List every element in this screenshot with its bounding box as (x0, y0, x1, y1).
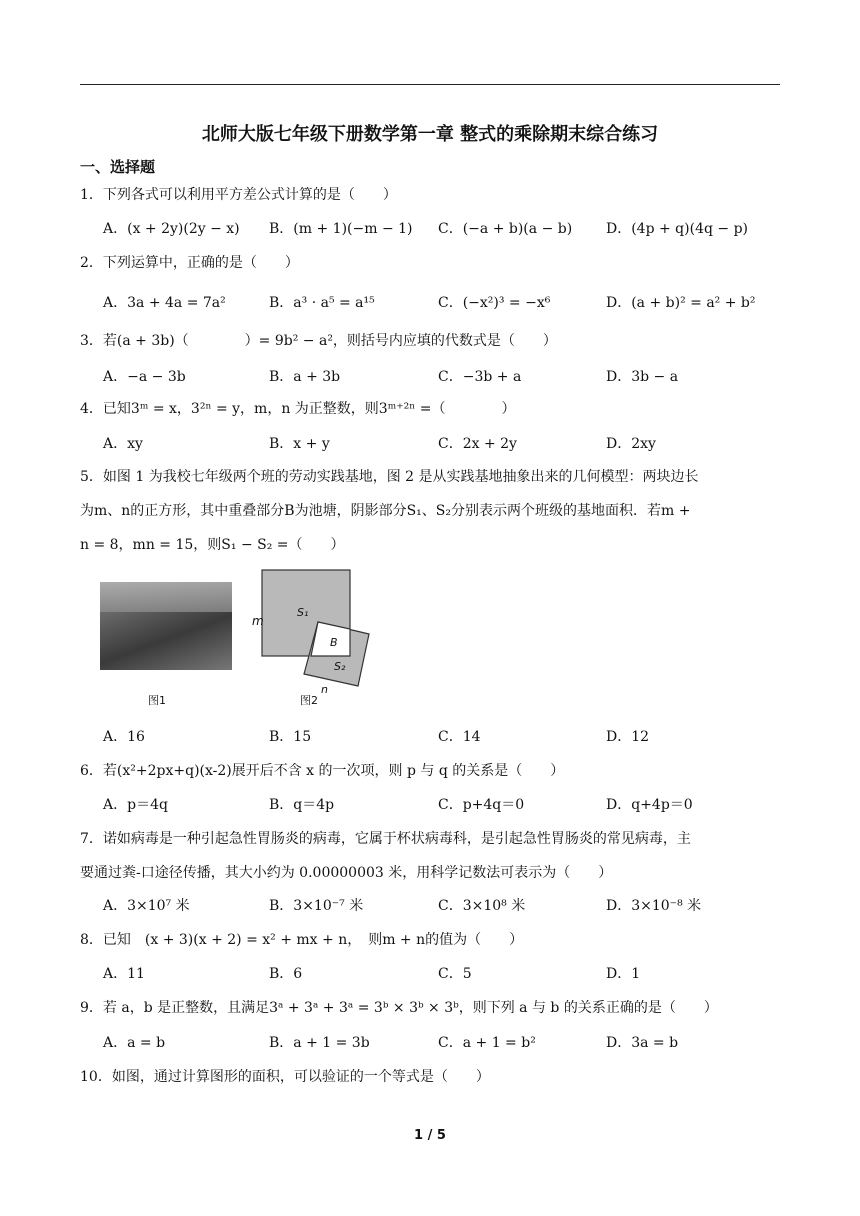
option-c[interactable]: C．p+4q＝0 (438, 797, 525, 813)
label-m: m (252, 614, 264, 628)
option-c[interactable]: C．−3b + a (438, 369, 522, 385)
option-a[interactable]: A．xy (103, 436, 143, 452)
question-5-stem-line-1: 5．如图 1 为我校七年级两个班的劳动实践基地，图 2 是从实践基地抽象出来的几何模型：两块边长 (80, 469, 699, 485)
option-b[interactable]: B．(m + 1)(−m − 1) (269, 221, 413, 237)
label-n: n (321, 683, 328, 696)
question-10-stem: 10．如图，通过计算图形的面积，可以验证的一个等式是（ ） (80, 1069, 490, 1085)
option-a[interactable]: A．−a − 3b (103, 369, 186, 385)
option-a[interactable]: A．p＝4q (103, 797, 168, 813)
question-3-stem: 3．若(a + 3b)（ ）= 9b² − a²，则括号内应填的代数式是（ ） (80, 333, 557, 349)
practice-base-photo (100, 582, 232, 670)
label-b: B (330, 636, 338, 649)
question-9-stem: 9．若 a，b 是正整数，且满足3ᵃ + 3ᵃ + 3ᵃ = 3ᵇ × 3ᵇ × 3ᵇ，则下列 a 与 b 的关系正确的是（ ） (80, 1000, 718, 1016)
page-title: 北师大版七年级下册数学第一章 整式的乘除期末综合练习 (201, 124, 659, 145)
option-c[interactable]: C．5 (438, 966, 472, 982)
option-b[interactable]: B．6 (269, 966, 303, 982)
option-c[interactable]: C．(−x²)³ = −x⁶ (438, 295, 551, 311)
question-4-options (103, 433, 783, 453)
question-7-stem-line-2: 要通过粪-口途径传播，其大小约为 0.00000003 米，用科学记数法可表示为（ ） (80, 865, 613, 881)
option-c[interactable]: C．2x + 2y (438, 436, 517, 452)
option-a[interactable]: A．3×10⁷ 米 (103, 898, 190, 914)
option-b[interactable]: B．15 (269, 729, 312, 745)
option-d[interactable]: D．(4p + q)(4q − p) (606, 221, 748, 237)
question-5-options (103, 726, 783, 746)
section-heading: 一、选择题 (80, 158, 156, 176)
option-d[interactable]: D．2xy (606, 436, 656, 452)
option-a[interactable]: A．16 (103, 729, 145, 745)
question-5-stem-line-2: 为m、n的正方形，其中重叠部分B为池塘，阴影部分S₁、S₂分别表示两个班级的基地面积．若m + (80, 503, 691, 519)
geometry-model (248, 566, 388, 696)
option-b[interactable]: B．a + 1 = 3b (269, 1035, 370, 1051)
option-d[interactable]: D．12 (606, 729, 650, 745)
option-d[interactable]: D．(a + b)² = a² + b² (606, 295, 756, 311)
page-number: 1 / 5 (414, 1128, 446, 1143)
header-rule (80, 84, 780, 85)
question-8-options (103, 963, 783, 983)
option-b[interactable]: B．a³ · a⁵ = a¹⁵ (269, 295, 375, 311)
question-7-options (103, 895, 783, 915)
option-a[interactable]: A．a = b (103, 1035, 166, 1051)
question-8-stem: 8．已知 (x + 3)(x + 2) = x² + mx + n， 则m + n的值为（ ） (80, 932, 524, 948)
label-s2: S₂ (334, 660, 346, 673)
option-b[interactable]: B．x + y (269, 436, 330, 452)
question-5-stem-line-3: n = 8，mn = 15，则S₁ − S₂ =（ ） (80, 537, 345, 553)
label-s1: S₁ (297, 606, 309, 619)
option-d[interactable]: D．3×10⁻⁸ 米 (606, 898, 702, 914)
question-1-options (103, 218, 783, 238)
option-b[interactable]: B．3×10⁻⁷ 米 (269, 898, 364, 914)
option-a[interactable]: A．(x + 2y)(2y − x) (103, 221, 240, 237)
option-c[interactable]: C．14 (438, 729, 481, 745)
option-d[interactable]: D．1 (606, 966, 641, 982)
question-6-options (103, 794, 783, 814)
option-d[interactable]: D．3b − a (606, 369, 679, 385)
question-9-options (103, 1032, 783, 1052)
question-4-stem: 4．已知3ᵐ = x，3²ⁿ = y，m，n 为正整数，则3ᵐ⁺²ⁿ =（ ） (80, 401, 516, 417)
figure-1-caption: 图1 (148, 694, 166, 707)
option-b[interactable]: B．q＝4p (269, 797, 335, 813)
question-2-options (103, 292, 783, 312)
question-3-options (103, 366, 783, 386)
question-5-figure (100, 566, 400, 716)
question-2-stem: 2．下列运算中，正确的是（ ） (80, 255, 299, 271)
question-1-stem: 1．下列各式可以利用平方差公式计算的是（ ） (80, 187, 397, 203)
option-c[interactable]: C．3×10⁸ 米 (438, 898, 526, 914)
option-a[interactable]: A．11 (103, 966, 145, 982)
option-d[interactable]: D．3a = b (606, 1035, 679, 1051)
option-c[interactable]: C．(−a + b)(a − b) (438, 221, 573, 237)
option-d[interactable]: D．q+4p＝0 (606, 797, 693, 813)
question-6-stem: 6．若(x²+2px+q)(x-2)展开后不含 x 的一次项，则 p 与 q 的关系是（ ） (80, 763, 565, 779)
figure-2-caption: 图2 (300, 694, 318, 707)
question-7-stem-line-1: 7．诺如病毒是一种引起急性胃肠炎的病毒，它属于杯状病毒科，是引起急性胃肠炎的常见病毒，主 (80, 831, 691, 847)
option-b[interactable]: B．a + 3b (269, 369, 341, 385)
option-a[interactable]: A．3a + 4a = 7a² (103, 295, 226, 311)
option-c[interactable]: C．a + 1 = b² (438, 1035, 536, 1051)
